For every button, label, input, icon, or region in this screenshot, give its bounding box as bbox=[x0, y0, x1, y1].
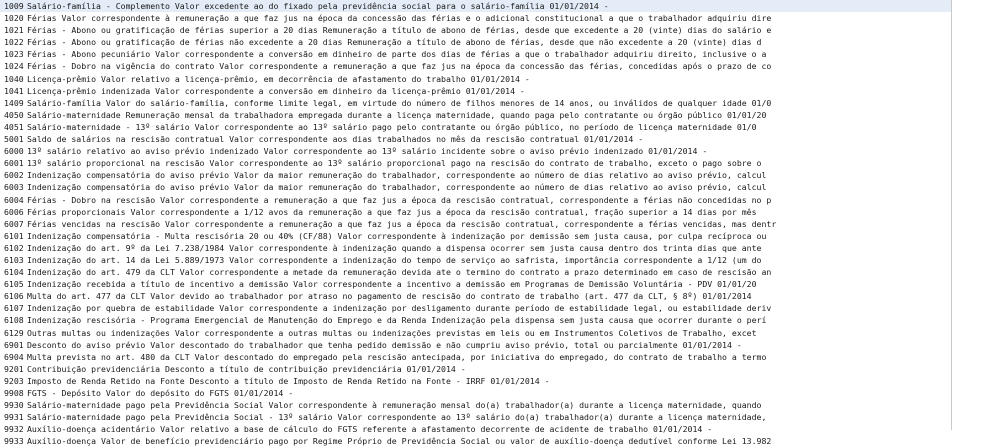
rubric-code: 1024 bbox=[4, 61, 24, 72]
rubric-description: Indenização rescisória - Programa Emergencial de Manutenção do Emprego e da Renda Indenização pela dispensa sem justa causa que ocorrer durante o perí bbox=[27, 315, 767, 326]
rubric-code: 1020 bbox=[4, 13, 24, 24]
rubric-description: Indenização compensatória - Multa rescisória 20 ou 40% (CF/88) Valor correspondente à indenização por demissão sem justa causa, por culpa recíproca ou bbox=[27, 230, 767, 241]
rubric-description: Férias - Abono ou gratificação de férias superior a 20 dias Remuneração a título de abono de férias, desde que excedente a 20 (vinte) dias do salário e bbox=[27, 25, 772, 36]
rubric-code: 1022 bbox=[4, 37, 24, 48]
rubric-code: 6107 bbox=[4, 303, 24, 314]
rubric-description: Indenização do art. 9º da Lei 7.238/1984 Valor correspondente à indenização quando a dispensa ocorrer sem justa causa dentro dos trinta dias que ante bbox=[27, 242, 762, 253]
rubric-description: Auxílio-doença acidentário Valor relativo a base de cálculo do FGTS referente a afastamento decorrente de acidente de trabalho 01/01/2014 - bbox=[27, 424, 713, 435]
list-item[interactable] bbox=[0, 242, 951, 254]
rubric-code: 1009 bbox=[4, 1, 24, 11]
rubric-code: 6108 bbox=[4, 315, 24, 326]
rubric-description: 13º salário proporcional na rescisão Valor correspondente ao 13º salário proporcional pago na rescisão do contrato de trabalho, exceto o pago sobre o bbox=[27, 158, 762, 169]
rubric-description: Salário-família - Complemento Valor excedente ao do fixado pela previdência social para o salário-família 01/01/2014 - bbox=[27, 1, 609, 11]
rubric-description: Férias - Abono ou gratificação de férias não excedente a 20 dias Remuneração a título de abono de férias, desde que não excedente a 20 (vinte) dias d bbox=[27, 37, 762, 48]
rubric-code: 9908 bbox=[4, 388, 24, 398]
list-item[interactable] bbox=[0, 109, 951, 121]
rubric-description: Salário-família Valor do salário-família, conforme limite legal, em virtude do número de filhos menores de 14 anos, ou inválidos de qualquer idade 01/0 bbox=[27, 97, 772, 108]
list-item[interactable] bbox=[0, 48, 951, 60]
rubric-description: Indenização recebida a título de incentivo a demissão Valor correspondente a incentivo a demissão em Programas de Demissão Voluntária - PDV 01/01/20 bbox=[27, 279, 757, 290]
rubric-code: 4050 bbox=[4, 109, 24, 120]
rubric-description: Férias - Abono pecuniário Valor correspondente a conversão em dinheiro de parte dos dias de férias a que o trabalhador adquiriu direito, inclusive o a bbox=[27, 49, 767, 60]
rubric-description: Imposto de Renda Retido na Fonte Desconto a título de Imposto de Renda Retido na Fonte - IRRF 01/01/2014 - bbox=[27, 375, 550, 386]
list-item[interactable] bbox=[0, 36, 951, 48]
rubric-description: Licença-prêmio indenizada Valor correspondente a conversão em dinheiro da licença-prêmio 01/01/2014 - bbox=[27, 85, 525, 96]
rubric-code: 6103 bbox=[4, 254, 24, 265]
list-item[interactable] bbox=[0, 24, 951, 36]
rubric-code: 6129 bbox=[4, 327, 24, 338]
list-item[interactable] bbox=[0, 133, 951, 145]
rubric-code: 6104 bbox=[4, 267, 24, 278]
rubric-code: 5001 bbox=[4, 134, 24, 145]
rubric-description: Indenização por quebra de estabilidade Valor correspondente a indenização por desligamento durante período de estabilidade legal, ou estabilidade deriv bbox=[27, 303, 772, 314]
rubric-code: 9933 bbox=[4, 436, 24, 447]
rubric-code: 9931 bbox=[4, 412, 24, 423]
rubric-description: Salário-maternidade pago pela Previdência Social - 13º salário Valor correspondente ao 13º salário do(a) trabalhador(a) durante a licença maternidade, bbox=[27, 412, 767, 423]
rubric-description: Salário-maternidade - 13º salário Valor correspondente ao 13º salário pago pelo contratante ou órgão público, no período de licença maternidade 01/0 bbox=[27, 121, 757, 132]
rubric-description: Licença-prêmio Valor relativo a licença-prêmio, em decorrência de afastamento do trabalho 01/01/2014 - bbox=[27, 73, 530, 84]
rubric-description: Auxílio-doença Valor de benefício previdenciário pago por Regime Próprio de Previdência Social ou valor de auxílio-doença dedutível conforme Lei 13.982 bbox=[27, 436, 772, 447]
rubric-code: 6007 bbox=[4, 218, 24, 229]
rubric-description: Férias - Dobro na rescisão Valor correspondente a remuneração a que faz jus a época da rescisão contratual, correspondente a férias não concedidas no p bbox=[27, 194, 772, 205]
rubric-code: 6001 bbox=[4, 158, 24, 169]
rubric-description: Indenização compensatória do aviso prévio Valor da maior remuneração do trabalhador, correspondente ao número de dias relativo ao aviso prévio, calcul bbox=[27, 170, 767, 181]
list-item[interactable] bbox=[0, 181, 951, 193]
rubric-description: Multa do art. 477 da CLT Valor devido ao trabalhador por atraso no pagamento de rescisão do contrato de trabalho (art. 477 da CLT, § 8º) 01/01/2014 bbox=[27, 291, 752, 302]
list-item[interactable] bbox=[0, 314, 951, 326]
rubric-code: 6901 bbox=[4, 339, 24, 350]
rubric-description: Desconto do aviso prévio Valor descontado do trabalhador que tenha pedido demissão e não cumpriu aviso prévio, total ou parcialmente 01/01/2014 - bbox=[27, 339, 742, 350]
list-item[interactable] bbox=[0, 145, 951, 157]
rubric-code: 6904 bbox=[4, 351, 24, 362]
rubric-description: Contribuição previdenciária Desconto a título de contribuição previdenciária 01/01/2014 - bbox=[27, 363, 466, 374]
list-item[interactable] bbox=[0, 121, 951, 133]
rubric-code: 6105 bbox=[4, 279, 24, 290]
list-item[interactable] bbox=[0, 266, 951, 278]
list-item[interactable] bbox=[0, 363, 951, 375]
list-item[interactable] bbox=[0, 351, 951, 363]
rubric-code: 6101 bbox=[4, 230, 24, 241]
list-item[interactable] bbox=[0, 278, 951, 290]
rubric-description: FGTS - Depósito Valor do depósito do FGTS 01/01/2014 - bbox=[27, 388, 294, 398]
rubric-code: 9201 bbox=[4, 363, 24, 374]
list-item[interactable] bbox=[0, 375, 951, 387]
rubric-description: Saldo de salários na rescisão contratual Valor correspondente aos dias trabalhados no mês da rescisão contratual 01/01/2014 - bbox=[27, 134, 644, 145]
rubric-description: Férias - Dobro na vigência do contrato Valor correspondente a remuneração a que faz jus na época da concessão das férias, concedidas após o prazo de co bbox=[27, 61, 772, 72]
list-item[interactable] bbox=[0, 387, 951, 399]
list-item[interactable] bbox=[0, 411, 951, 423]
list-item[interactable] bbox=[0, 327, 951, 339]
rubric-code: 1041 bbox=[4, 85, 24, 96]
list-item[interactable] bbox=[0, 254, 951, 266]
list-item[interactable] bbox=[0, 230, 951, 242]
rubric-code: 6102 bbox=[4, 242, 24, 253]
rubric-code: 1409 bbox=[4, 97, 24, 108]
rubric-description: Indenização do art. 479 da CLT Valor correspondente a metade da remuneração devida ate o termino do contrato a prazo determinado em caso de rescisão an bbox=[27, 267, 772, 278]
rubric-code: 1021 bbox=[4, 25, 24, 36]
rubric-description: Salário-maternidade pago pela Previdência Social Valor correspondente à remuneração mensal do(a) trabalhador(a) durante a licença maternidade, quando bbox=[27, 400, 762, 411]
rubric-description: Férias Valor correspondente à remuneração a que faz jus na época da concessão das férias e o adicional constitucional a que o trabalhador adquiriu dire bbox=[27, 13, 772, 24]
rubric-description: Indenização compensatória do aviso prévio Valor da maior remuneração do trabalhador, correspondente ao número de dias relativo ao aviso prévio, calcul bbox=[27, 182, 767, 193]
rubric-description: Indenização do art. 14 da Lei 5.889/1973 Valor correspondente a indenização do tempo de serviço ao safrista, importância correspondente a 1/12 (um do bbox=[27, 254, 762, 265]
list-item[interactable] bbox=[0, 60, 951, 72]
rubric-description: 13º salário relativo ao aviso prévio indenizado Valor correspondente ao 13º salário incidente sobre o aviso prévio indenizado 01/01/2014 - bbox=[27, 146, 708, 157]
rubric-code: 6002 bbox=[4, 170, 24, 181]
rubric-code: 6003 bbox=[4, 182, 24, 193]
rubric-description: Multa prevista no art. 480 da CLT Valor descontado do empregado pela rescisão antecipada, por iniciativa do empregado, do contrato de trabalho a termo bbox=[27, 351, 767, 362]
rubric-code: 1023 bbox=[4, 49, 24, 60]
list-item[interactable] bbox=[0, 218, 951, 230]
list-item[interactable] bbox=[0, 423, 951, 435]
list-item[interactable] bbox=[0, 97, 951, 109]
list-item[interactable] bbox=[0, 302, 951, 314]
list-item[interactable] bbox=[0, 0, 951, 12]
list-item[interactable] bbox=[0, 169, 951, 181]
rubric-code: 9203 bbox=[4, 375, 24, 386]
rubric-code: 6006 bbox=[4, 206, 24, 217]
rubric-description: Férias vencidas na rescisão Valor correspondente a remuneração a que faz jus a época da rescisão contratual, correspondente a férias vencidas, mas dentr bbox=[27, 218, 777, 229]
list-item[interactable] bbox=[0, 206, 951, 218]
rubric-code: 6000 bbox=[4, 146, 24, 157]
list-item[interactable] bbox=[0, 194, 951, 206]
rubric-code: 4051 bbox=[4, 121, 24, 132]
list-item[interactable] bbox=[0, 12, 951, 24]
rubric-description: Salário-maternidade Remuneração mensal da trabalhadora empregada durante a licença maternidade, quando paga pelo contratante ou órgão público 01/01/20 bbox=[27, 109, 767, 120]
list-item[interactable] bbox=[0, 85, 951, 97]
list-item[interactable] bbox=[0, 399, 951, 411]
list-item[interactable] bbox=[0, 339, 951, 351]
rubric-code: 9932 bbox=[4, 424, 24, 435]
list-item[interactable] bbox=[0, 157, 951, 169]
rubric-description: Outras multas ou indenizações Valor correspondente a outras multas ou indenizações previstas em leis ou em Instrumentos Coletivos de Trabalho, excet bbox=[27, 327, 757, 338]
list-item[interactable] bbox=[0, 73, 951, 85]
rubric-code: 1040 bbox=[4, 73, 24, 84]
list-item[interactable] bbox=[0, 290, 951, 302]
list-item[interactable] bbox=[0, 435, 951, 447]
rubric-code: 6106 bbox=[4, 291, 24, 302]
rubric-description: Férias proporcionais Valor correspondente a 1/12 avos da remuneração a que faz jus a época da rescisão contratual, fração superior a 14 dias por mês bbox=[27, 206, 757, 217]
rubric-code: 9930 bbox=[4, 400, 24, 411]
rubric-code: 6004 bbox=[4, 194, 24, 205]
